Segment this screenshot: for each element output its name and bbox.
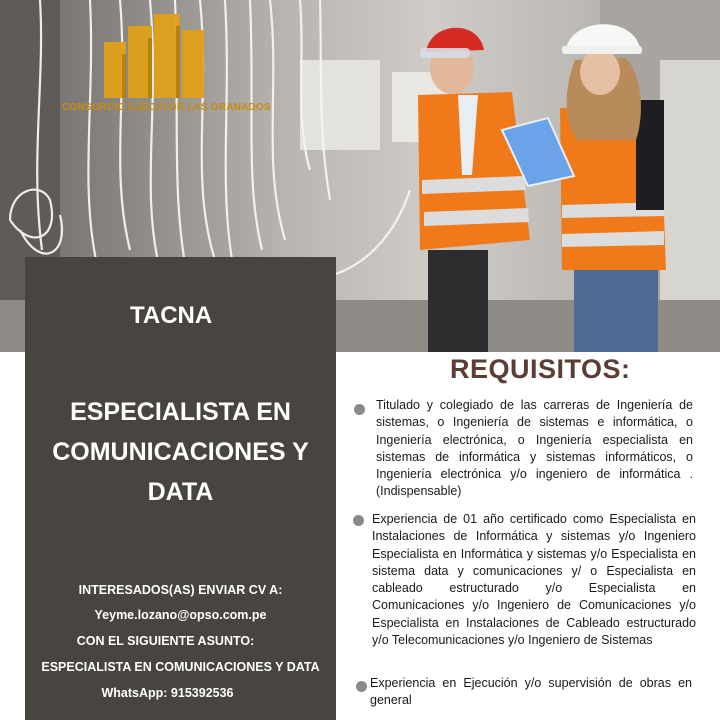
- building-logo-icon: [62, 6, 242, 102]
- subject-label: CON EL SIGUIENTE ASUNTO:: [76, 634, 255, 648]
- bullet-icon: [356, 681, 367, 692]
- requirements-title: REQUISITOS:: [450, 354, 631, 384]
- company-logo: [62, 6, 271, 118]
- requirement-item-1: Titulado y colegiado de las carreras de Ingeniería de sistemas, o Ingeniería de sistemas e informática, o Ingeniería electrónica, o Ingeniería especialista en sistemas de informática y sistemas informáticos, o Ingeniería electrónica y/o ingeniero de informática . (Indispensable): [376, 398, 693, 499]
- logo-text: CONSORCIO EJECUTOR LAS GRANADOS: [62, 102, 271, 113]
- job-title-line-2: COMUNICACIONES Y: [52, 438, 309, 466]
- bullet-icon: [354, 404, 365, 415]
- job-title-line-3: DATA: [147, 478, 214, 506]
- requirement-item-3: Experiencia en Ejecución y/o supervisión de obras en general: [370, 676, 692, 708]
- subject-text: ESPECIALISTA EN COMUNICACIONES Y DATA: [41, 660, 320, 674]
- contact-email[interactable]: Yeyme.lozano@opso.com.pe: [94, 608, 267, 622]
- contact-heading: INTERESADOS(AS) ENVIAR CV A:: [78, 583, 283, 597]
- whatsapp-number[interactable]: WhatsApp: 915392536: [101, 686, 234, 700]
- bullet-icon: [353, 515, 364, 526]
- job-title: [25, 392, 336, 512]
- job-title-line-1: ESPECIALISTA EN: [70, 398, 291, 426]
- location-label: TACNA: [130, 302, 213, 329]
- requirement-item-2: Experiencia de 01 año certificado como Especialista en Instalaciones de Informática y sistemas y/o Ingeniero Especialista en Informática y sistemas y/o Especialista en sistema data y comunicaciones y/ o Especialista en cableado estructurado y/o Especialista en Comunicaciones y/o Ingeniero de Comunicaciones y/o Especialista en Instalaciones de Cableado estructurado y/o Telecomunicaciones y/o Ingeniero de Sistemas: [372, 512, 696, 648]
